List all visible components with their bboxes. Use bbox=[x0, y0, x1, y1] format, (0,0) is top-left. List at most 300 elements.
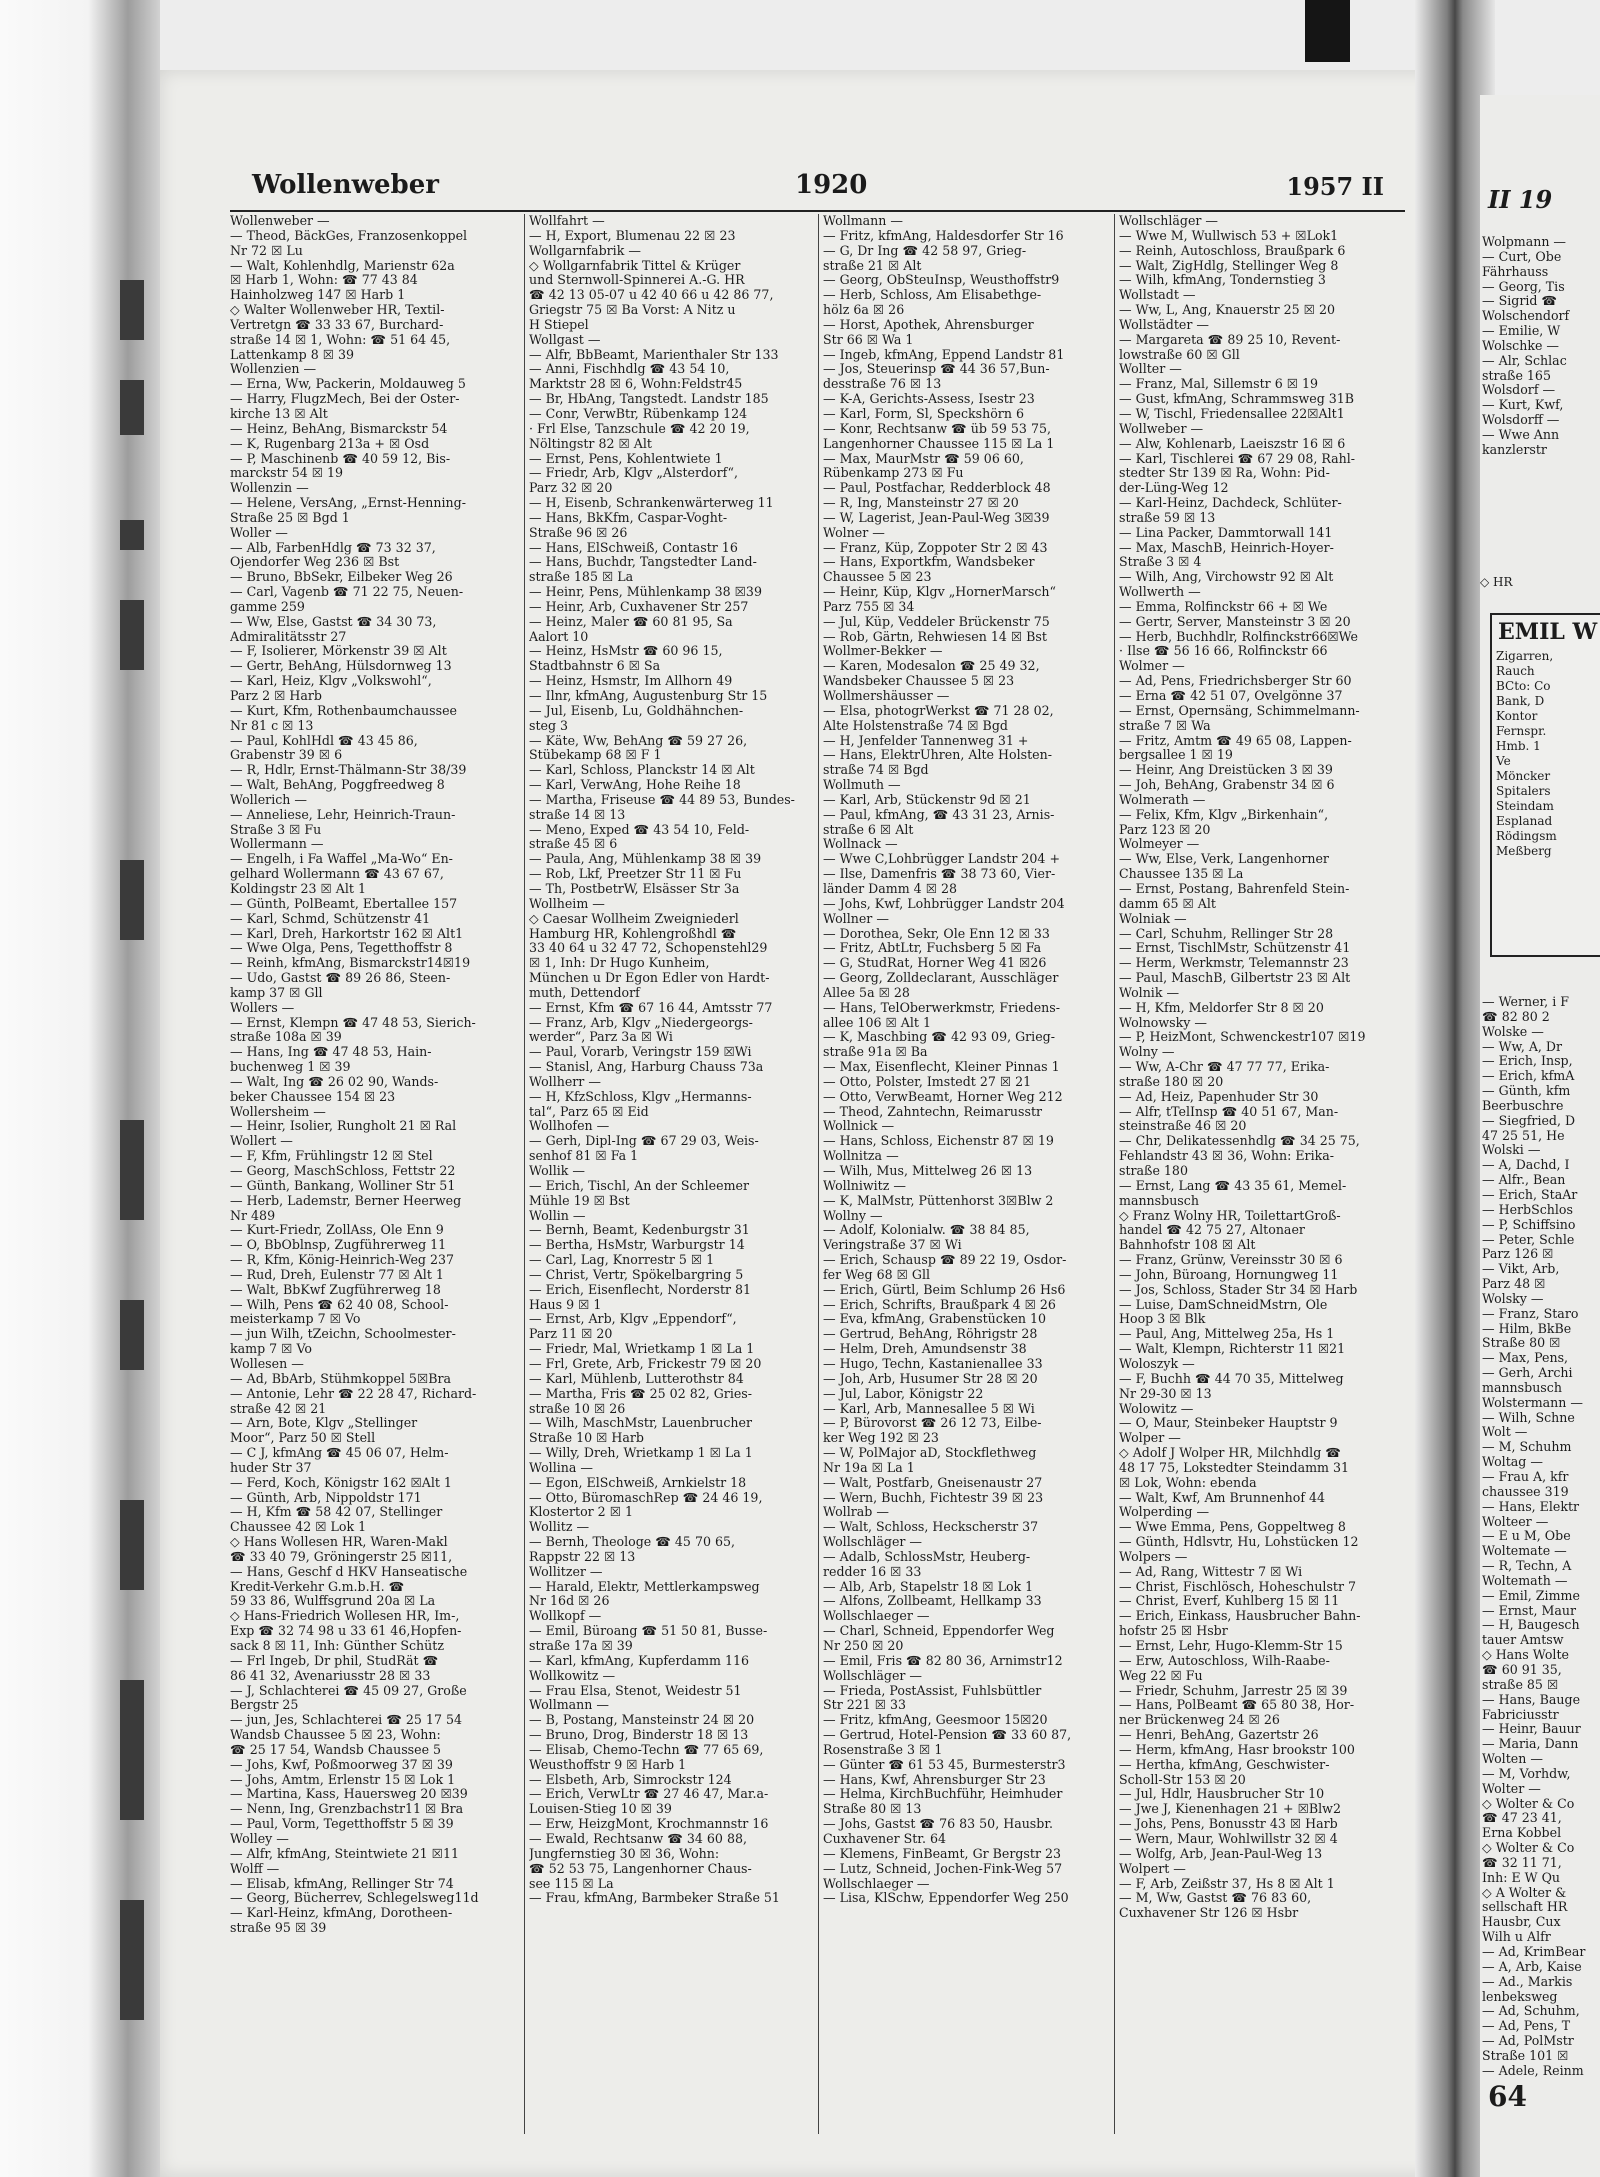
directory-entry: — Karl, Arb, Mannesallee 5 ☒ Wi bbox=[823, 1401, 1035, 1416]
directory-entry: Cuxhavener Str. 64 bbox=[823, 1831, 946, 1846]
directory-entry: Parz 32 ☒ 20 bbox=[529, 481, 613, 496]
directory-entry: — Ernst, Pens, Kohlentwiete 1 bbox=[529, 451, 723, 466]
directory-entry: — Ernst, TischlMstr, Schützenstr 41 bbox=[1119, 941, 1351, 956]
directory-entry: — Johs, Pens, Bonusstr 43 ☒ Harb bbox=[1119, 1817, 1338, 1832]
directory-entry: — Paul, KohlHdl ☎ 43 45 86, bbox=[230, 733, 418, 748]
facing-entry: Beerbuschre bbox=[1482, 1098, 1564, 1113]
facing-entry: Wolstermann — bbox=[1482, 1395, 1583, 1410]
directory-entry: — Martha, Fris ☎ 25 02 82, Gries- bbox=[529, 1386, 753, 1401]
directory-entry: — O, Maur, Steinbeker Hauptstr 9 bbox=[1119, 1416, 1338, 1431]
directory-entry: — Karl, kfmAng, Kupferdamm 116 bbox=[529, 1653, 750, 1668]
directory-entry: · Ilse ☎ 56 16 66, Rolfinckstr 66 bbox=[1119, 644, 1328, 659]
directory-entry: — Wwe Emma, Pens, Goppeltweg 8 bbox=[1119, 1520, 1346, 1535]
directory-entry: muth, Dettendorf bbox=[529, 985, 640, 1000]
directory-entry: — Käte, Ww, BehAng ☎ 59 27 26, bbox=[529, 733, 748, 748]
directory-entry: — Fritz, kfmAng, Geesmoor 15☒20 bbox=[823, 1713, 1048, 1728]
directory-entry: — B, Postang, Mansteinstr 24 ☒ 20 bbox=[529, 1713, 755, 1728]
directory-entry: straße 180 bbox=[1119, 1164, 1188, 1178]
facing-entry: — R, Techn, A bbox=[1482, 1559, 1572, 1574]
directory-entry: — jun Wilh, tZeichn, Schoolmester- bbox=[230, 1327, 456, 1342]
directory-entry: Wollweber — bbox=[1119, 421, 1204, 436]
directory-entry: — Rud, Dreh, Eulenstr 77 ☒ Alt 1 bbox=[230, 1267, 444, 1282]
directory-entry: — Georg, Bücherrev, Schlegelsweg11d bbox=[230, 1891, 479, 1906]
directory-entry: — Karl, Tischlerei ☎ 67 29 08, Rahl- bbox=[1119, 451, 1356, 466]
directory-entry: Haus 9 ☒ 1 bbox=[529, 1297, 602, 1312]
facing-entry: — Ww, A, Dr bbox=[1482, 1039, 1563, 1054]
directory-entry: Wolff — bbox=[230, 1861, 280, 1876]
directory-entry: straße 108a ☒ 39 bbox=[230, 1030, 342, 1045]
directory-entry: — Dorothea, Sekr, Ole Enn 12 ☒ 33 bbox=[823, 926, 1050, 941]
directory-entry: Koldingstr 23 ☒ Alt 1 bbox=[230, 881, 367, 896]
directory-entry: Hoop 3 ☒ Blk bbox=[1119, 1312, 1206, 1327]
directory-entry: Straße 96 ☒ 26 bbox=[529, 525, 628, 540]
facing-entry: — Vikt, Arb, bbox=[1482, 1262, 1560, 1277]
facing-entry: — Emil, Zimme bbox=[1482, 1588, 1580, 1603]
facing-entry: 47 25 51, He bbox=[1482, 1128, 1565, 1143]
directory-entry: — G, StudRat, Horner Weg 41 ☒26 bbox=[823, 956, 1047, 971]
directory-entry: Wollerich — bbox=[230, 792, 307, 807]
directory-entry: Wolmerath — bbox=[1119, 792, 1206, 807]
directory-entry: — Johs, Gastst ☎ 76 83 50, Hausbr. bbox=[823, 1817, 1053, 1832]
ad-line: Zigarren, bbox=[1496, 649, 1554, 663]
ad-line: BCto: Co bbox=[1496, 679, 1551, 693]
directory-entry: — R, Kfm, König-Heinrich-Weg 237 bbox=[230, 1253, 455, 1268]
ad-line: Ve bbox=[1496, 754, 1511, 768]
facing-entry: — Werner, i F bbox=[1482, 995, 1569, 1009]
directory-entry: Louisen-Stieg 10 ☒ 39 bbox=[529, 1802, 672, 1817]
directory-entry: H Stiepel bbox=[529, 317, 589, 332]
running-header bbox=[252, 170, 1412, 210]
directory-entry: — Adolf, Kolonialw. ☎ 38 84 85, bbox=[823, 1223, 1030, 1238]
directory-entry: — Joh, BehAng, Grabenstr 34 ☒ 6 bbox=[1119, 778, 1335, 793]
facing-entry: — Curt, Obe bbox=[1482, 249, 1562, 264]
directory-entry: — Anni, Fischhdlg ☎ 43 54 10, bbox=[529, 362, 730, 377]
directory-entry: — H, Kfm, Meldorfer Str 8 ☒ 20 bbox=[1119, 1000, 1324, 1015]
directory-entry: — K, MalMstr, Püttenhorst 3☒Blw 2 bbox=[823, 1193, 1054, 1208]
directory-entry: — Br, HbAng, Tangstedt. Landstr 185 bbox=[529, 392, 769, 407]
facing-entry: Wolski — bbox=[1482, 1143, 1541, 1158]
directory-entry: ◇ Wollgarnfabrik Tittel & Krüger bbox=[529, 258, 741, 273]
directory-entry: desstraße 76 ☒ 13 bbox=[823, 377, 942, 392]
directory-entry: — Hans, Ing ☎ 47 48 53, Hain- bbox=[230, 1045, 432, 1060]
directory-entry: — Ww, Else, Gastst ☎ 34 30 73, bbox=[230, 614, 437, 629]
directory-entry: Wollmann — bbox=[529, 1698, 609, 1713]
directory-entry: damm 65 ☒ Alt bbox=[1119, 896, 1216, 911]
directory-entry: — Helm, Dreh, Amundsenstr 38 bbox=[823, 1342, 1027, 1357]
facing-entry: — A, Dachd, I bbox=[1482, 1158, 1570, 1173]
directory-entry: Parz 11 ☒ 20 bbox=[529, 1327, 613, 1342]
column-divider bbox=[524, 214, 525, 2134]
directory-entry: kirche 13 ☒ Alt bbox=[230, 406, 328, 421]
directory-entry: straße 185 ☒ La bbox=[529, 570, 634, 585]
directory-entry: — Rob, Gärtn, Rehwiesen 14 ☒ Bst bbox=[823, 629, 1047, 644]
directory-entry: Wollmershäusser — bbox=[823, 689, 950, 703]
directory-entry: — Erna, Ww, Packerin, Moldauweg 5 bbox=[230, 377, 466, 392]
directory-entry: Str 66 ☒ Wa 1 bbox=[823, 332, 914, 347]
facing-entry: chaussee 319 bbox=[1482, 1484, 1569, 1499]
directory-entry: — F, Isolierer, Mörkenstr 39 ☒ Alt bbox=[230, 644, 447, 659]
directory-entry: — P, Maschinenb ☎ 40 59 12, Bis- bbox=[230, 451, 451, 466]
directory-entry: — Hans, Exportkfm, Wandsbeker bbox=[823, 555, 1035, 570]
directory-entry: — Walt, ZigHdlg, Stellinger Weg 8 bbox=[1119, 258, 1339, 273]
directory-entry: redder 16 ☒ 33 bbox=[823, 1564, 922, 1579]
directory-entry: — Heinz, Maler ☎ 60 81 95, Sa bbox=[529, 614, 733, 629]
directory-entry: — Rob, Lkf, Preetzer Str 11 ☒ Fu bbox=[529, 867, 742, 882]
directory-entry: — Willy, Dreh, Wrietkamp 1 ☒ La 1 bbox=[529, 1446, 753, 1461]
directory-entry: ☎ 33 40 79, Gröningerstr 25 ☒11, bbox=[230, 1549, 453, 1564]
directory-entry: Wollmann — bbox=[823, 214, 903, 228]
directory-entry: — H, Export, Blumenau 22 ☒ 23 bbox=[529, 228, 736, 243]
facing-entry: — Wwe Ann bbox=[1482, 427, 1560, 442]
facing-entry: Wolschke — bbox=[1482, 338, 1560, 353]
directory-entry: — Ingeb, kfmAng, Eppend Landstr 81 bbox=[823, 347, 1065, 362]
ad-line: Rauch bbox=[1496, 664, 1535, 678]
directory-entry: Wollrab — bbox=[823, 1505, 889, 1520]
directory-entry: Wolner — bbox=[823, 525, 885, 540]
directory-entry: Wollgast — bbox=[529, 332, 601, 347]
directory-entry: — Helene, VersAng, „Ernst-Henning- bbox=[230, 496, 466, 511]
directory-entry: — Joh, Arb, Husumer Str 28 ☒ 20 bbox=[823, 1371, 1038, 1386]
ad-line: Bank, D bbox=[1496, 694, 1545, 708]
directory-entry: — John, Büroang, Hornungweg 11 bbox=[1119, 1267, 1339, 1282]
directory-entry: Wollik — bbox=[529, 1164, 585, 1178]
directory-entry: — Bruno, BbSekr, Eilbeker Weg 26 bbox=[230, 570, 453, 585]
directory-entry: Wandsb Chaussee 5 ☒ 23, Wohn: bbox=[230, 1728, 441, 1743]
facing-entry: — E u M, Obe bbox=[1482, 1529, 1571, 1544]
directory-entry: straße 91a ☒ Ba bbox=[823, 1045, 928, 1060]
facing-entry: Woltag — bbox=[1482, 1455, 1543, 1470]
directory-entry: — Karl-Heinz, Dachdeck, Schlüter- bbox=[1119, 496, 1342, 511]
header-year: 1920 bbox=[795, 170, 868, 200]
directory-entry: — Adalb, SchlossMstr, Heuberg- bbox=[823, 1549, 1031, 1564]
directory-entry: Wandsbeker Chaussee 5 ☒ 23 bbox=[823, 674, 1015, 689]
directory-entry: straße 59 ☒ 13 bbox=[1119, 510, 1216, 525]
directory-entry: straße 10 ☒ 26 bbox=[529, 1401, 626, 1416]
directory-entry: — Wern, Maur, Wohlwillstr 32 ☒ 4 bbox=[1119, 1831, 1338, 1846]
facing-entry: Wolsdorf — bbox=[1482, 383, 1556, 398]
directory-entry: Cuxhavener Str 126 ☒ Hsbr bbox=[1119, 1906, 1299, 1921]
directory-entry: Wolmeyer — bbox=[1119, 837, 1200, 852]
directory-entry: — Wwe C,Lohbrügger Landstr 204 + bbox=[823, 852, 1060, 867]
directory-entry: — Karl, Dreh, Harkortstr 162 ☒ Alt1 bbox=[230, 926, 464, 941]
directory-entry: — Herm, Werkmstr, Telemannstr 23 bbox=[1119, 956, 1349, 971]
directory-entry: — Erw, HeizgMont, Krochmannstr 16 bbox=[529, 1817, 769, 1832]
directory-entry: Wollstadt — bbox=[1119, 288, 1196, 303]
directory-entry: — Ww, L, Ang, Knauerstr 25 ☒ 20 bbox=[1119, 303, 1335, 318]
directory-entry: — Ewald, Rechtsanw ☎ 34 60 88, bbox=[529, 1831, 747, 1846]
directory-entry: — Georg, Zolldeclarant, Ausschläger bbox=[823, 971, 1059, 986]
scan-corner bbox=[1305, 0, 1350, 62]
directory-entry: Langenhorner Chaussee 115 ☒ La 1 bbox=[823, 436, 1055, 451]
directory-entry: — Ernst, Opernsäng, Schimmelmann- bbox=[1119, 703, 1360, 718]
directory-entry: Straße 25 ☒ Bgd 1 bbox=[230, 510, 350, 525]
directory-entry: Wollter — bbox=[1119, 362, 1182, 377]
directory-entry: Woloszyk — bbox=[1119, 1356, 1195, 1371]
directory-entry: — Wwe Olga, Pens, Tegetthoffstr 8 bbox=[230, 941, 453, 956]
directory-entry: — Ad, BbArb, Stühmkoppel 5☒Bra bbox=[230, 1371, 452, 1386]
directory-column-2 bbox=[529, 214, 819, 2144]
directory-entry: — Elsbeth, Arb, Simrockstr 124 bbox=[529, 1772, 732, 1787]
directory-entry: — Ferd, Koch, Königstr 162 ☒Alt 1 bbox=[230, 1475, 452, 1490]
facing-entry: straße 165 bbox=[1482, 368, 1551, 383]
directory-entry: — Franz, Küp, Zoppoter Str 2 ☒ 43 bbox=[823, 540, 1048, 555]
directory-entry: — Karl, Schloss, Planckstr 14 ☒ Alt bbox=[529, 763, 755, 778]
directory-entry: Hainholzweg 147 ☒ Harb 1 bbox=[230, 288, 406, 303]
directory-entry: — Emil, Fris ☎ 82 80 36, Arnimstr12 bbox=[823, 1653, 1063, 1668]
facing-entry: Erna Kobbel bbox=[1482, 1826, 1562, 1841]
directory-entry: straße 45 ☒ 6 bbox=[529, 837, 618, 852]
facing-entry: Wolschendorf bbox=[1482, 309, 1570, 324]
directory-entry: — O, BbOblnsp, Zugführerweg 11 bbox=[230, 1238, 447, 1253]
directory-entry: — Ernst, Arb, Klgv „Eppendorf“, bbox=[529, 1312, 737, 1327]
directory-entry: Moor“, Parz 50 ☒ Stell bbox=[230, 1431, 376, 1446]
directory-entry: — Emil, Büroang ☎ 51 50 81, Busse- bbox=[529, 1624, 768, 1639]
directory-entry: — Stanisl, Ang, Harburg Chauss 73a bbox=[529, 1060, 764, 1075]
directory-entry: Nr 29-30 ☒ 13 bbox=[1119, 1386, 1212, 1401]
directory-column-3 bbox=[823, 214, 1113, 2144]
facing-entry: Wolt — bbox=[1482, 1425, 1528, 1440]
directory-entry: — Theod, Zahntechn, Reimarusstr bbox=[823, 1104, 1043, 1119]
directory-entry: — Erich, Tischl, An der Schleemer bbox=[529, 1178, 749, 1193]
facing-page bbox=[1480, 95, 1600, 2177]
directory-entry: — Alb, Arb, Stapelstr 18 ☒ Lok 1 bbox=[823, 1579, 1034, 1594]
directory-entry: — F, Kfm, Frühlingstr 12 ☒ Stel bbox=[230, 1149, 433, 1164]
directory-entry: — Horst, Apothek, Ahrensburger bbox=[823, 317, 1034, 332]
facing-entry: Parz 48 ☒ bbox=[1482, 1277, 1546, 1292]
directory-entry: — Erich, Eisenflecht, Norderstr 81 bbox=[529, 1282, 752, 1297]
facing-entry: — Max, Pens, bbox=[1482, 1351, 1569, 1366]
directory-entry: Ojendorfer Weg 236 ☒ Bst bbox=[230, 555, 400, 570]
directory-entry: — Heinz, Hsmstr, Im Allhorn 49 bbox=[529, 674, 733, 689]
directory-entry: — Herm, kfmAng, Hasr brookstr 100 bbox=[1119, 1742, 1355, 1757]
column-divider bbox=[1114, 214, 1115, 2134]
directory-entry: ☎ 52 53 75, Langenhorner Chaus- bbox=[529, 1861, 752, 1876]
directory-entry: Scholl-Str 153 ☒ 20 bbox=[1119, 1772, 1246, 1787]
directory-entry: Wollschlaeger — bbox=[823, 1876, 930, 1891]
directory-entry: Wolpers — bbox=[1119, 1549, 1188, 1564]
directory-entry: — Carl, Vagenb ☎ 71 22 75, Neuen- bbox=[230, 585, 464, 600]
directory-entry: — Conr, VerwBtr, Rübenkamp 124 bbox=[529, 406, 748, 421]
facing-entry: — A, Arb, Kaise bbox=[1482, 1959, 1582, 1974]
directory-entry: — Frl, Grete, Arb, Frickestr 79 ☒ 20 bbox=[529, 1356, 762, 1371]
directory-entry: Wollenzin — bbox=[230, 481, 309, 496]
directory-entry: Wollitz — bbox=[529, 1520, 590, 1535]
header-rule bbox=[230, 210, 1405, 212]
facing-entry: — Hans, Bauge bbox=[1482, 1692, 1581, 1707]
directory-entry: — Heinz, HsMstr ☎ 60 96 15, bbox=[529, 644, 723, 659]
directory-entry: Wollschläger — bbox=[823, 1668, 923, 1683]
directory-entry: — Günth, Hdlsvtr, Hu, Lohstücken 12 bbox=[1119, 1535, 1359, 1550]
directory-entry: — Kurt-Friedr, ZollAss, Ole Enn 9 bbox=[230, 1223, 444, 1238]
directory-entry: hofstr 25 ☒ Hsbr bbox=[1119, 1624, 1228, 1639]
directory-entry: Wollnitza — bbox=[823, 1149, 899, 1164]
directory-entry: — Hans, Schloss, Eichenstr 87 ☒ 19 bbox=[823, 1134, 1054, 1149]
directory-entry: Weg 22 ☒ Fu bbox=[1119, 1668, 1203, 1683]
directory-entry: hölz 6a ☒ 26 bbox=[823, 303, 905, 318]
facing-entry: — Sigrid ☎ bbox=[1482, 294, 1558, 309]
directory-entry: Wollermann — bbox=[230, 837, 324, 852]
facing-entry: ◇ Hans Wolte bbox=[1482, 1648, 1569, 1663]
directory-entry: München u Dr Egon Edler von Hardt- bbox=[529, 971, 770, 986]
directory-entry: — Christ, Everf, Kuhlberg 15 ☒ 11 bbox=[1119, 1594, 1340, 1609]
directory-entry: — Ernst, Kfm ☎ 67 16 44, Amtsstr 77 bbox=[529, 1000, 773, 1015]
directory-entry: Wolnik — bbox=[1119, 985, 1180, 1000]
facing-entry: — Georg, Tis bbox=[1482, 279, 1565, 294]
facing-entry: ◇ A Wolter & bbox=[1482, 1885, 1567, 1900]
directory-entry: — Jul, Hdlr, Hausbrucher Str 10 bbox=[1119, 1787, 1325, 1802]
directory-entry: Wollenzien — bbox=[230, 362, 317, 377]
directory-entry: — Erich, VerwLtr ☎ 27 46 47, Mar.a- bbox=[529, 1787, 769, 1802]
facing-entry: — Franz, Staro bbox=[1482, 1306, 1579, 1321]
directory-entry: · Frl Else, Tanzschule ☎ 42 20 19, bbox=[529, 421, 750, 436]
directory-entry: Alte Holstenstraße 74 ☒ Bgd bbox=[823, 718, 1008, 733]
directory-column-1 bbox=[230, 214, 520, 2144]
directory-entry: Wollhofen — bbox=[529, 1119, 610, 1134]
ad-line: Möncker bbox=[1496, 769, 1551, 783]
directory-entry: Wollers — bbox=[230, 1000, 295, 1015]
directory-entry: — Wilh, Mus, Mittelweg 26 ☒ 13 bbox=[823, 1164, 1033, 1178]
directory-entry: — Christ, Fischlösch, Hoheschulstr 7 bbox=[1119, 1579, 1357, 1594]
ad-line: Hmb. 1 bbox=[1496, 739, 1541, 753]
directory-entry: ◇ Hans-Friedrich Wollesen HR, Im-, bbox=[230, 1609, 460, 1624]
directory-entry: lowstraße 60 ☒ Gll bbox=[1119, 347, 1240, 362]
facing-entry: Wolter — bbox=[1482, 1781, 1541, 1796]
directory-entry: — Bruno, Drog, Binderstr 18 ☒ 13 bbox=[529, 1728, 749, 1743]
directory-column-4 bbox=[1119, 214, 1409, 2144]
ad-marker: ◇ HR bbox=[1480, 575, 1513, 589]
ad-line: Steindam bbox=[1496, 799, 1554, 813]
directory-entry: — Erich, Gürtl, Beim Schlump 26 Hs6 bbox=[823, 1282, 1066, 1297]
directory-entry: Wolmer — bbox=[1119, 659, 1185, 674]
directory-entry: stedter Str 139 ☒ Ra, Wohn: Pid- bbox=[1119, 466, 1330, 481]
header-page-ref: 1957 II bbox=[1286, 172, 1384, 201]
directory-entry: — Wilh, Pens ☎ 62 40 08, School- bbox=[230, 1297, 449, 1312]
directory-entry: 86 41 32, Avenariusstr 28 ☒ 33 bbox=[230, 1668, 431, 1683]
directory-entry: — Wolfg, Arb, Jean-Paul-Weg 13 bbox=[1119, 1846, 1323, 1861]
directory-entry: gamme 259 bbox=[230, 599, 305, 614]
directory-entry: — Erw, Autoschloss, Wilh-Raabe- bbox=[1119, 1653, 1330, 1668]
directory-entry: kamp 7 ☒ Vo bbox=[230, 1342, 312, 1357]
directory-entry: — Franz, Mal, Sillemstr 6 ☒ 19 bbox=[1119, 377, 1319, 392]
directory-entry: Wolny — bbox=[1119, 1045, 1175, 1060]
directory-entry: Grabenstr 39 ☒ 6 bbox=[230, 748, 343, 763]
directory-entry: — Ww, A-Chr ☎ 47 77 77, Erika- bbox=[1119, 1060, 1330, 1075]
directory-entry: — Hertha, kfmAng, Geschwister- bbox=[1119, 1757, 1330, 1772]
facing-entry: Inh: E W Qu bbox=[1482, 1870, 1561, 1885]
directory-entry: Parz 123 ☒ 20 bbox=[1119, 822, 1211, 837]
directory-entry: werder“, Parz 3a ☒ Wi bbox=[529, 1030, 673, 1045]
directory-entry: — Erich, Schrifts, Braußpark 4 ☒ 26 bbox=[823, 1297, 1056, 1312]
directory-entry: — Jul, Eisenb, Lu, Goldhähnchen- bbox=[529, 703, 744, 718]
directory-entry: Bergstr 25 bbox=[230, 1698, 299, 1713]
directory-entry: — Günth, Bankang, Wolliner Str 51 bbox=[230, 1178, 456, 1193]
facing-entry: ☎ 47 23 41, bbox=[1482, 1811, 1562, 1826]
directory-entry: Wollnick — bbox=[823, 1119, 895, 1134]
directory-entry: — Henri, BehAng, Gazertstr 26 bbox=[1119, 1728, 1319, 1743]
facing-entry: ◇ Wolter & Co bbox=[1482, 1796, 1575, 1811]
directory-entry: — Georg, ObSteuInsp, Weusthoffstr9 bbox=[823, 273, 1060, 288]
directory-entry: ☒ Harb 1, Wohn: ☎ 77 43 84 bbox=[230, 273, 418, 288]
directory-entry: — Arn, Bote, Klgv „Stellinger bbox=[230, 1416, 418, 1431]
directory-entry: — Jul, Labor, Königstr 22 bbox=[823, 1386, 984, 1401]
directory-entry: see 115 ☒ La bbox=[529, 1876, 614, 1891]
directory-entry: straße 74 ☒ Bgd bbox=[823, 763, 929, 778]
facing-entry: — Hans, Elektr bbox=[1482, 1499, 1580, 1514]
directory-entry: kamp 37 ☒ Gll bbox=[230, 985, 323, 1000]
directory-entry: — Elisab, kfmAng, Rellinger Str 74 bbox=[230, 1876, 454, 1891]
directory-entry: — Ernst, Postang, Bahrenfeld Stein- bbox=[1119, 881, 1350, 896]
directory-entry: — Johs, Kwf, Poßmoorweg 37 ☒ 39 bbox=[230, 1757, 453, 1772]
facing-entry: Woltemate — bbox=[1482, 1544, 1567, 1559]
directory-entry: — Heinz, BehAng, Bismarckstr 54 bbox=[230, 421, 448, 436]
directory-entry: Wollherr — bbox=[529, 1074, 601, 1089]
directory-entry: — Ernst, Lehr, Hugo-Klemm-Str 15 bbox=[1119, 1639, 1343, 1653]
directory-entry: straße 6 ☒ Alt bbox=[823, 822, 914, 837]
directory-entry: Straße 3 ☒ Fu bbox=[230, 822, 322, 837]
directory-entry: Wolper — bbox=[1119, 1431, 1181, 1446]
directory-entry: Wollina — bbox=[529, 1460, 593, 1475]
facing-entry: Fährhauss bbox=[1482, 264, 1549, 279]
directory-entry: — Max, MaschB, Heinrich-Hoyer- bbox=[1119, 540, 1334, 555]
directory-entry: Rosenstraße 3 ☒ 1 bbox=[823, 1742, 943, 1757]
directory-entry: — Ernst, Klempn ☎ 47 48 53, Sierich- bbox=[230, 1015, 476, 1030]
directory-entry: — Friedr, Arb, Klgv „Alsterdorf“, bbox=[529, 466, 738, 481]
directory-entry: ☒ 1, Inh: Dr Hugo Kunheim, bbox=[529, 956, 710, 971]
directory-entry: — Lutz, Schneid, Jochen-Fink-Weg 57 bbox=[823, 1861, 1063, 1876]
directory-entry: — Ww, Else, Verk, Langenhorner bbox=[1119, 852, 1329, 867]
facing-entry: — M, Schuhm bbox=[1482, 1440, 1572, 1455]
ad-line: Spitalers bbox=[1496, 784, 1551, 798]
facing-entry: Wilh u Alfr bbox=[1482, 1930, 1551, 1945]
directory-entry: — Gertr, Server, Mansteinstr 3 ☒ 20 bbox=[1119, 614, 1351, 629]
directory-entry: Wollin — bbox=[529, 1208, 586, 1223]
directory-entry: Straße 10 ☒ Harb bbox=[529, 1431, 644, 1446]
directory-entry: Chaussee 5 ☒ 23 bbox=[823, 570, 932, 585]
directory-entry: Str 221 ☒ 33 bbox=[823, 1698, 907, 1713]
facing-entry: — Ad, Pens, T bbox=[1482, 2019, 1571, 2034]
facing-entry: lenbeksweg bbox=[1482, 1989, 1558, 2004]
directory-entry: — Carl, Schuhm, Rellinger Str 28 bbox=[1119, 926, 1334, 941]
directory-entry: — Wilh, MaschMstr, Lauenbrucher bbox=[529, 1416, 752, 1431]
directory-entry: — Walt, Klempn, Richterstr 11 ☒21 bbox=[1119, 1342, 1346, 1357]
directory-entry: — Reinh, Autoschloss, Braußpark 6 bbox=[1119, 243, 1346, 258]
directory-entry: — Georg, MaschSchloss, Fettstr 22 bbox=[230, 1164, 456, 1178]
directory-entry: Wollschlaeger — bbox=[823, 1609, 930, 1624]
facing-entry: — Ad, KrimBear bbox=[1482, 1945, 1586, 1959]
directory-entry: — Ad, Rang, Wittestr 7 ☒ Wi bbox=[1119, 1564, 1303, 1579]
directory-entry: — Frieda, PostAssist, Fuhlsbüttler bbox=[823, 1683, 1042, 1698]
directory-entry: — R, Hdlr, Ernst-Thälmann-Str 38/39 bbox=[230, 763, 467, 778]
directory-entry: — Walt, Postfarb, Gneisenaustr 27 bbox=[823, 1475, 1043, 1490]
facing-entry: — Erich, Insp, bbox=[1482, 1054, 1573, 1069]
facing-entry: mannsbusch bbox=[1482, 1380, 1562, 1395]
facing-entry: Straße 80 ☒ bbox=[1482, 1336, 1561, 1351]
directory-entry: — Herb, Lademstr, Berner Heerweg bbox=[230, 1193, 462, 1208]
directory-entry: — Wern, Buchh, Fichtestr 39 ☒ 23 bbox=[823, 1490, 1044, 1505]
directory-entry: Nr 250 ☒ 20 bbox=[823, 1639, 904, 1653]
directory-entry: — Gerh, Dipl-Ing ☎ 67 29 03, Weis- bbox=[529, 1134, 759, 1149]
directory-entry: Wollesen — bbox=[230, 1356, 304, 1371]
directory-entry: — Franz, Grünw, Vereinsstr 30 ☒ 6 bbox=[1119, 1253, 1343, 1268]
facing-entry: — P, Schiffsino bbox=[1482, 1217, 1576, 1232]
directory-entry: Veringstraße 37 ☒ Wi bbox=[823, 1238, 962, 1253]
directory-entry: — Wilh, Ang, Virchowstr 92 ☒ Alt bbox=[1119, 570, 1334, 585]
directory-entry: — Karen, Modesalon ☎ 25 49 32, bbox=[823, 659, 1040, 674]
directory-entry: buchenweg 1 ☒ 39 bbox=[230, 1060, 351, 1075]
directory-entry: straße 14 ☒ 1, Wohn: ☎ 51 64 45, bbox=[230, 332, 451, 347]
facing-entry: — Emilie, W bbox=[1482, 324, 1561, 339]
directory-entry: — Otto, VerwBeamt, Horner Weg 212 bbox=[823, 1089, 1063, 1104]
